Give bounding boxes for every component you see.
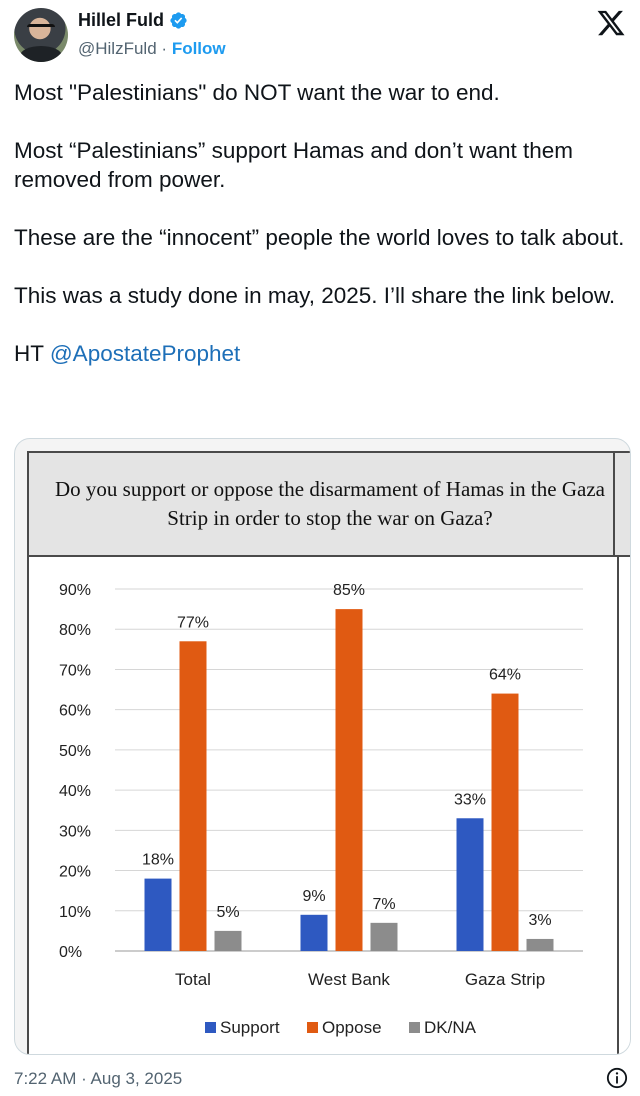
author-handle[interactable]: @HilzFuld <box>78 39 157 58</box>
bar-dk-na <box>371 923 398 951</box>
y-tick-label: 40% <box>59 783 92 801</box>
tweet-paragraph-1: Most "Palestinians" do NOT want the war to end. <box>14 80 500 105</box>
bar-oppose <box>336 609 363 951</box>
legend-swatch <box>205 1022 216 1033</box>
data-label: 85% <box>332 582 366 600</box>
author-name-row <box>78 10 188 31</box>
table-right-border <box>617 557 619 1055</box>
info-icon[interactable] <box>606 1067 628 1089</box>
legend-label: Oppose <box>322 1018 382 1037</box>
y-tick-label: 30% <box>59 823 92 841</box>
data-label: 18% <box>141 851 175 869</box>
bar-support <box>145 879 172 951</box>
mention-link[interactable]: @ApostateProphet <box>49 341 241 366</box>
verified-badge-icon <box>169 11 188 30</box>
avatar[interactable] <box>14 8 68 62</box>
y-tick-label: 50% <box>59 742 92 760</box>
ht-prefix: HT <box>14 341 50 366</box>
data-label: 33% <box>453 791 487 809</box>
legend-label: DK/NA <box>424 1018 476 1037</box>
legend-swatch <box>307 1022 318 1033</box>
bar-chart <box>29 559 615 1055</box>
handle-separator: · <box>161 39 168 58</box>
data-label: 7% <box>372 895 396 913</box>
data-label: 3% <box>528 911 552 929</box>
bar-dk-na <box>527 939 554 951</box>
legend-swatch <box>409 1022 420 1033</box>
survey-question: Do you support or oppose the disarmament of Hamas in the Gaza Strip in order to stop the war on Gaza? <box>55 477 605 530</box>
tweet-paragraph-4: This was a study done in may, 2025. I’ll share the link below. <box>14 283 616 308</box>
tweet-timestamp[interactable]: 7:22 AM · Aug 3, 2025 <box>14 1069 183 1088</box>
x-tick-label: Gaza Strip <box>464 970 546 989</box>
tweet-media[interactable] <box>14 438 631 1055</box>
tweet-text <box>14 78 626 397</box>
table-divider <box>613 453 615 557</box>
bar-support <box>301 915 328 951</box>
survey-image <box>27 451 631 1055</box>
y-tick-label: 90% <box>59 582 92 599</box>
x-tick-label: West Bank <box>308 970 390 989</box>
data-label: 5% <box>216 903 240 921</box>
tweet-paragraph-2: Most “Palestinians” support Hamas and don’t want them removed from power. <box>14 138 574 192</box>
data-label: 9% <box>302 887 326 905</box>
tweet-paragraph-3: These are the “innocent” people the world loves to talk about. <box>14 225 625 250</box>
x-tick-label: Total <box>175 970 211 989</box>
legend-label: Support <box>220 1018 280 1037</box>
tweet-paragraph-5 <box>14 339 626 368</box>
data-label: 64% <box>488 666 522 684</box>
bar-support <box>457 818 484 951</box>
author-name[interactable]: Hillel Fuld <box>78 10 165 30</box>
y-tick-label: 80% <box>59 622 92 640</box>
bar-oppose <box>492 694 519 951</box>
y-tick-label: 20% <box>59 863 92 881</box>
x-logo-icon[interactable] <box>596 8 626 38</box>
avatar-shirt <box>20 46 62 62</box>
avatar-glasses <box>27 24 55 32</box>
data-label: 77% <box>176 614 210 632</box>
bar-oppose <box>180 641 207 951</box>
survey-question-box <box>29 453 631 557</box>
y-tick-label: 70% <box>59 662 92 680</box>
y-tick-label: 10% <box>59 903 92 921</box>
author-handle-row <box>78 39 226 59</box>
bar-dk-na <box>215 931 242 951</box>
y-tick-label: 60% <box>59 702 92 720</box>
tweet-header <box>14 8 626 66</box>
follow-button[interactable]: Follow <box>171 39 226 58</box>
y-tick-label: 0% <box>59 944 83 961</box>
